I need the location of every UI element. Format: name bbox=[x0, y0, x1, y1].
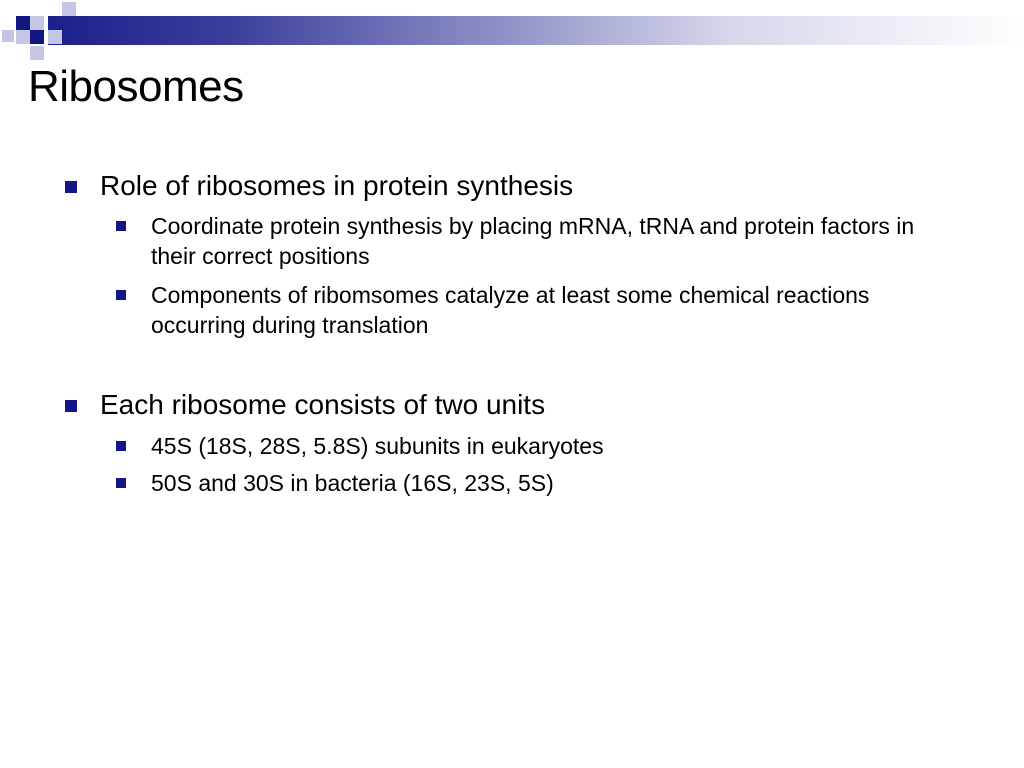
header-square-dark-1 bbox=[16, 16, 30, 30]
square-bullet-icon bbox=[116, 221, 126, 231]
header-gradient-bar bbox=[48, 16, 1024, 45]
slide-title: Ribosomes bbox=[28, 62, 244, 111]
bullet-level2-text: Components of ribomsomes catalyze at least some chemical reactions occurring during translation bbox=[151, 282, 870, 338]
square-bullet-icon bbox=[116, 478, 126, 488]
header-square-light-5 bbox=[2, 30, 14, 42]
bullet-level2-text: 45S (18S, 28S, 5.8S) subunits in eukaryotes bbox=[151, 433, 604, 459]
square-bullet-icon bbox=[65, 181, 77, 193]
bullet-level1-text: Each ribosome consists of two units bbox=[100, 389, 546, 420]
bullet-level1-text: Role of ribosomes in protein synthesis bbox=[100, 170, 574, 201]
bullet-level2-text: Coordinate protein synthesis by placing mRNA, tRNA and protein factors in their correct positions bbox=[151, 213, 915, 269]
square-bullet-icon bbox=[65, 400, 77, 412]
square-bullet-icon bbox=[116, 290, 126, 300]
header-square-light-4 bbox=[48, 30, 62, 44]
header-square-light-1 bbox=[30, 16, 44, 30]
header-square-light-6 bbox=[30, 46, 44, 60]
square-bullet-icon bbox=[116, 441, 126, 451]
bullet-level2-text: 50S and 30S in bacteria (16S, 23S, 5S) bbox=[151, 470, 554, 496]
header-square-light-2 bbox=[16, 30, 30, 44]
header-square-light-3 bbox=[62, 2, 76, 16]
header-square-dark-2 bbox=[30, 30, 44, 44]
